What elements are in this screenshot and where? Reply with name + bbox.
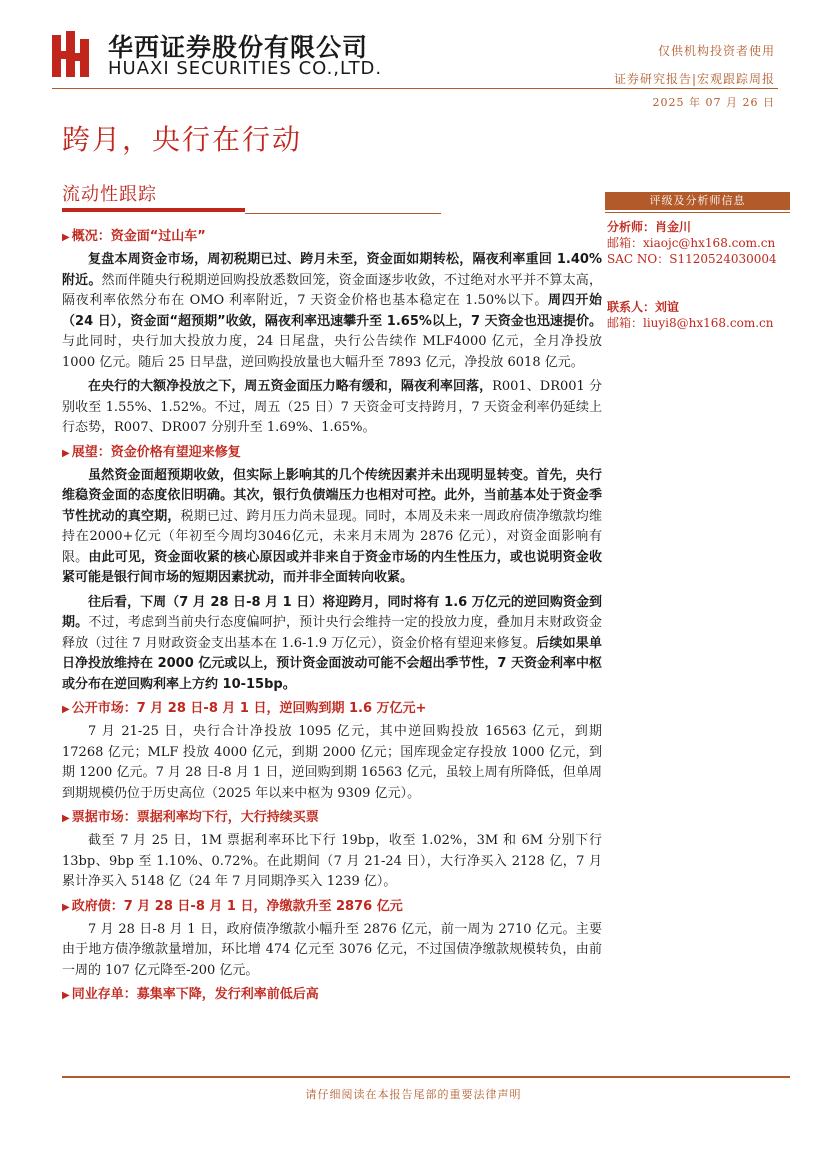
report-date: 2025 年 07 月 26 日 (652, 96, 775, 109)
paragraph: 截至 7 月 25 日，1M 票据利率环比下行 19bp，收至 1.02%，3M 和 6M 分别下行 13bp、9bp 至 1.10%、0.72%。在此期间（7 月 21-24 日），大行净买入 2128 亿，7 月累计净买入 5148 亿（24 年 7 月同期净买入 1239 亿）。 (62, 833, 602, 889)
triangle-bullet-icon: ▶ (62, 704, 70, 715)
section-title: 流动性跟踪 (62, 184, 157, 205)
triangle-bullet-icon: ▶ (62, 901, 70, 913)
heading-gov-bonds: ▶ 政府债：7 月 28 日-8 月 1 日，净缴款升至 2876 亿元 (62, 898, 403, 914)
paragraph: 在央行的大额净投放之下，周五资金面压力略有缓和，隔夜利率回落，R001、DR001 分别收至 1.55%、1.52%。不过，周五（25 日）7 天资金可支持跨月，7 天资金利率仍延续上行态势，R007、DR007 分别升至 1.69%、1.65%。 (62, 379, 602, 435)
contact-email[interactable]: 邮箱：liuyi8@hx168.com.cn (607, 316, 774, 330)
heading-ncd: ▶ 同业存单：募集率下降，发行利率前低后高 (62, 987, 319, 1002)
company-logo-icon (52, 31, 98, 77)
paragraph: 7 月 21-25 日，央行合计净投放 1095 亿元，其中逆回购投放 16563 亿元，到期 17268 亿元；MLF 投放 4000 亿元，到期 2000 亿元；国库现金定存投放 1000 亿元，到期 1200 亿元。7 月 28 日-8 月 1 日，逆回购到期 16563 亿元，虽较上周有所降低，但单周到期规模仍位于历史高位（2025 年以来中枢为 9309 亿元）。 (62, 724, 602, 801)
analyst-sac: SAC NO：S1120524030004 (607, 252, 777, 266)
paragraph: 往后看，下周（7 月 28 日-8 月 1 日）将迎跨月，同时将有 1.6 万亿元的逆回购资金到期。不过，考虑到当前央行态度偏呵护，预计央行会维持一定的投放力度，叠加月末财政资金释放（过往 7 月财政资金支出基本在 1.6-1.9 万亿元），资金价格有望迎来修复。后续如果单日净投放维持在 2000 亿元或以上，预计资金面波动可能不会超出季节性，7 天资金利率中枢或分布在逆回购利率上方约 10-15bp。 (62, 594, 602, 692)
analyst-name: 分析师：肖金川 (607, 220, 692, 234)
contact-info (607, 299, 773, 331)
heading-outlook: ▶ 展望：资金价格有望迎来修复 (62, 444, 241, 460)
company-name-en: HUAXI SECURITIES CO.,LTD. (108, 58, 383, 79)
sidebar-header: 评级及分析师信息 (605, 192, 790, 210)
triangle-bullet-icon: ▶ (62, 990, 70, 1001)
triangle-bullet-icon: ▶ (62, 447, 70, 459)
report-title: 跨月，央行在行动 (62, 123, 303, 156)
triangle-bullet-icon: ▶ (62, 232, 70, 243)
heading-open-market: ▶ 公开市场：7 月 28 日-8 月 1 日，逆回购到期 1.6 万亿元+ (62, 701, 427, 716)
paragraph: 复盘本周资金市场，周初税期已过、跨月未至，资金面如期转松，隔夜利率重回 1.40%附近。然而伴随央行税期逆回购投放悉数回笼，资金面逐步收敛，不过绝对水平并不算太高，隔夜利率依然分布在 OMO 利率附近，7 天资金价格也基本稳定在 1.50%以下。周四开始（24 日），资金面“超预期”收敛，隔夜利率迅速攀升至 1.65%以上，7 天资金也迅速提价。与此同时，央行加大投放力度，24 日尾盘，央行公告续作 MLF4000 亿元，全月净投放 1000 亿元。随后 25 日早盘，逆回购投放量也大幅升至 7893 亿元，净投放 6018 亿元。 (62, 252, 602, 370)
section-underline (62, 208, 245, 212)
audience-note: 仅供机构投资者使用 (657, 44, 775, 58)
heading-bill-market: ▶ 票据市场：票据利率均下行，大行持续买票 (62, 810, 319, 825)
company-name-cn: 华西证券股份有限公司 (108, 33, 369, 62)
footer-divider (62, 1076, 790, 1078)
triangle-bullet-icon: ▶ (62, 813, 70, 824)
contact-name: 联系人：刘谊 (607, 300, 680, 314)
heading-overview: ▶ 概况：资金面“过山车” (62, 229, 206, 244)
sidebar-divider (605, 212, 790, 213)
section-underline-thin (245, 213, 441, 214)
header-divider (52, 88, 778, 89)
paragraph: 7 月 28 日-8 月 1 日，政府债净缴款小幅升至 2876 亿元，前一周为 2710 亿元。主要由于地方债净缴款量增加，环比增 474 亿元至 3076 亿元，不过国债净缴款规模转负，由前一周的 107 亿元降至-200 亿元。 (62, 921, 602, 978)
paragraph: 虽然资金面超预期收敛，但实际上影响其的几个传统因素并未出现明显转变。首先，央行维稳资金面的态度依旧明确。其次，银行负债端压力也相对可控。此外，当前基本处于资金季节性扰动的真空期，税期已过、跨月压力尚未显现。同时，本周及未来一周政府债净缴款均维持在2000+亿元（年初至今周均3046亿元，未来月末周为 2876 亿元），对资金面影响有限。由此可见，资金面收紧的核心原因或并非来自于资金市场的内生性压力，或也说明资金收紧可能是银行间市场的短期因素扰动，而并非全面转向收紧。 (62, 467, 602, 585)
main-content (62, 225, 602, 1008)
footer-disclaimer: 请仔细阅读在本报告尾部的重要法律声明 (305, 1088, 522, 1101)
report-type: 证券研究报告|宏观跟踪周报 (613, 72, 775, 86)
analyst-info (607, 219, 777, 267)
analyst-email[interactable]: 邮箱：xiaojc@hx168.com.cn (607, 236, 776, 250)
